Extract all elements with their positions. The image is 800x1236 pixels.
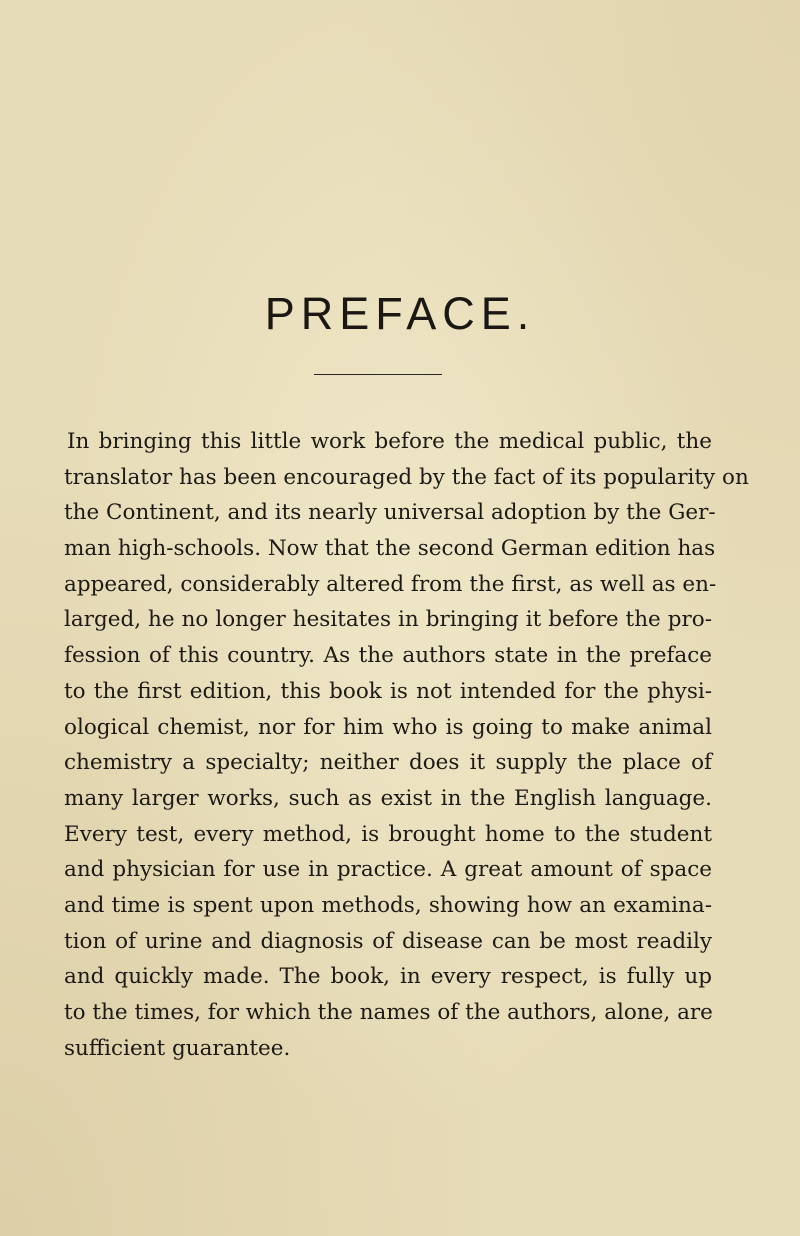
- text-line: to the first edition, this book is not intended for the physi-: [64, 678, 712, 704]
- text-line: fession of this country. As the authors state in the preface: [64, 643, 712, 669]
- text-line: to the times, for which the names of the authors, alone, are: [64, 1000, 713, 1025]
- text-line: chemistry a specialty; neither does it supply the place of: [64, 750, 712, 776]
- preface-paragraph: [64, 424, 749, 1066]
- page-title: PREFACE.: [264, 288, 536, 339]
- text-line: ological chemist, nor for him who is going to make animal: [64, 714, 712, 740]
- text-line: man high-schools. Now that the second German edition has: [64, 536, 716, 562]
- text-line: appeared, considerably altered from the first, as well as en-: [64, 571, 717, 597]
- title-rule: [314, 374, 442, 375]
- text-line: the Continent, and its nearly universal adoption by the Ger-: [64, 500, 716, 526]
- text-line: Every test, every method, is brought home to the student: [64, 821, 712, 847]
- text-line: and time is spent upon methods, showing how an examina-: [64, 892, 712, 918]
- text-line: tion of urine and diagnosis of disease can be most readily: [64, 928, 712, 954]
- text-line: In bringing this little work before the medical public, the: [67, 429, 712, 454]
- text-line: sufficient guarantee.: [64, 1035, 291, 1061]
- text-line: translator has been encouraged by the fact of its popularity on: [64, 464, 749, 490]
- text-line: many larger works, such as exist in the English language.: [64, 785, 712, 811]
- text-line: and physician for use in practice. A great amount of space: [64, 857, 712, 883]
- text-line: and quickly made. The book, in every respect, is fully up: [64, 964, 712, 990]
- text-line: larged, he no longer hesitates in bringing it before the pro-: [64, 607, 712, 633]
